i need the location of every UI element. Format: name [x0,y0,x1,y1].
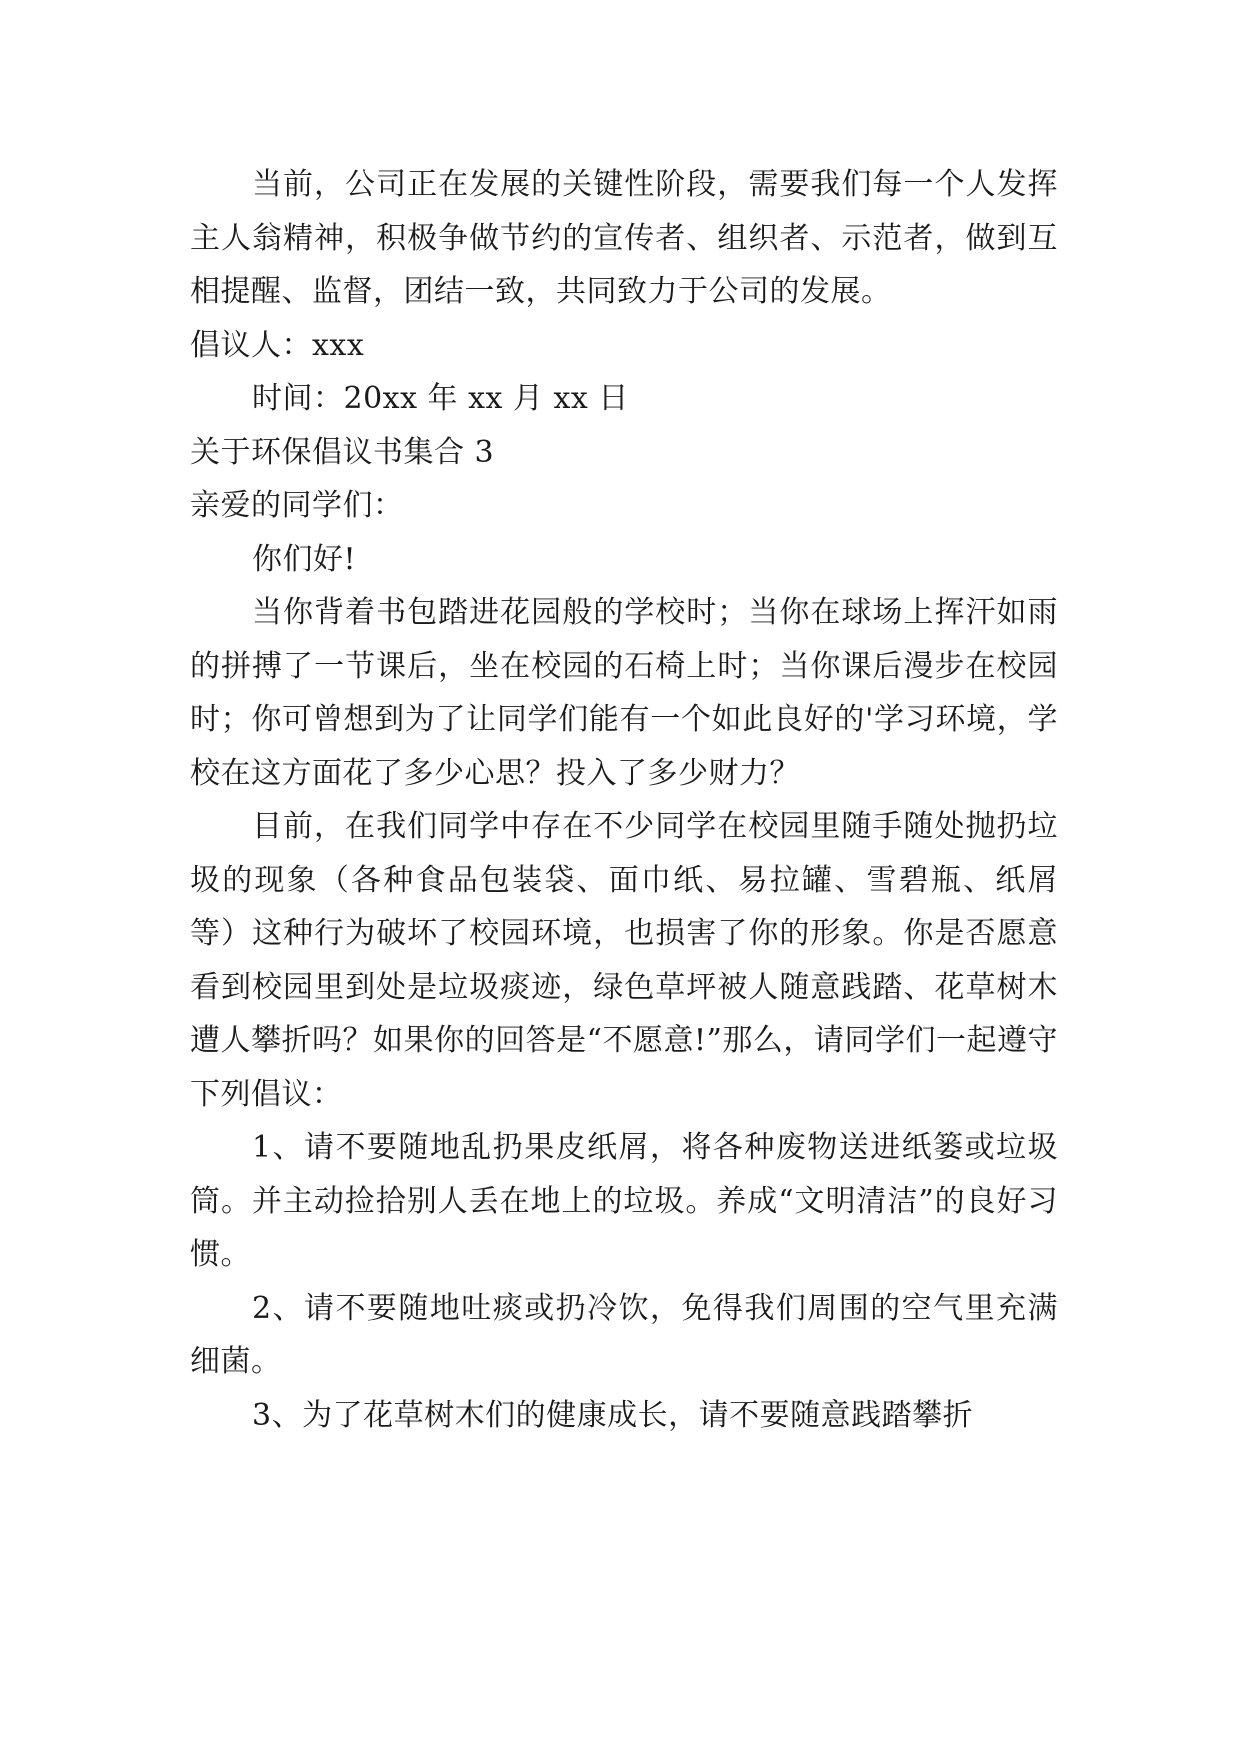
paragraph-salutation: 亲爱的同学们： [190,488,404,523]
paragraph-initiator: 倡议人：xxx [190,327,365,363]
paragraph-current-problem: 目前，在我们同学中存在不少同学在校园里随手随处抛扔垃圾的现象（各种食品包装袋、面巾纸、易拉罐、雪碧瓶、纸屑等）这种行为破坏了校园环境，也损害了你的形象。你是否愿意看到校园里到处是垃圾痰迹，绿色草坪被人随意践踏、花草树木遭人攀折吗？如果你的回答是“不愿意!”那么，请同学们一起遵守下列倡议： [190,809,1058,1112]
section-heading: 关于环保倡议书集合 3 [190,434,495,470]
paragraph-date: 时间：20xx 年 xx 月 xx 日 [252,381,629,416]
paragraph-greeting: 你们好! [252,541,357,577]
list-item-proposal-3: 3、为了花草树木们的健康成长，请不要随意践踏攀折 [252,1397,974,1433]
list-item-proposal-1: 1、请不要随地乱扔果皮纸屑，将各种废物送进纸篓或垃圾筒。并主动捡拾别人丢在地上的垃圾。养成“文明清洁”的良好习惯。 [190,1130,1058,1272]
list-item-proposal-2: 2、请不要随地吐痰或扔冷饮，免得我们周围的空气里充满细菌。 [190,1290,1058,1379]
document-body [190,158,1058,1442]
paragraph-campus-intro: 当你背着书包踏进花园般的学校时；当你在球场上挥汗如雨的拼搏了一节课后，坐在校园的石椅上时；当你课后漫步在校园时；你可曾想到为了让同学们能有一个如此良好的'学习环境，学校在这方面花了多少心思？投入了多少财力？ [190,595,1058,791]
paragraph-company-appeal: 当前，公司正在发展的关键性阶段，需要我们每一个人发挥主人翁精神，积极争做节约的宣传者、组织者、示范者，做到互相提醒、监督，团结一致，共同致力于公司的发展。 [190,167,1058,309]
